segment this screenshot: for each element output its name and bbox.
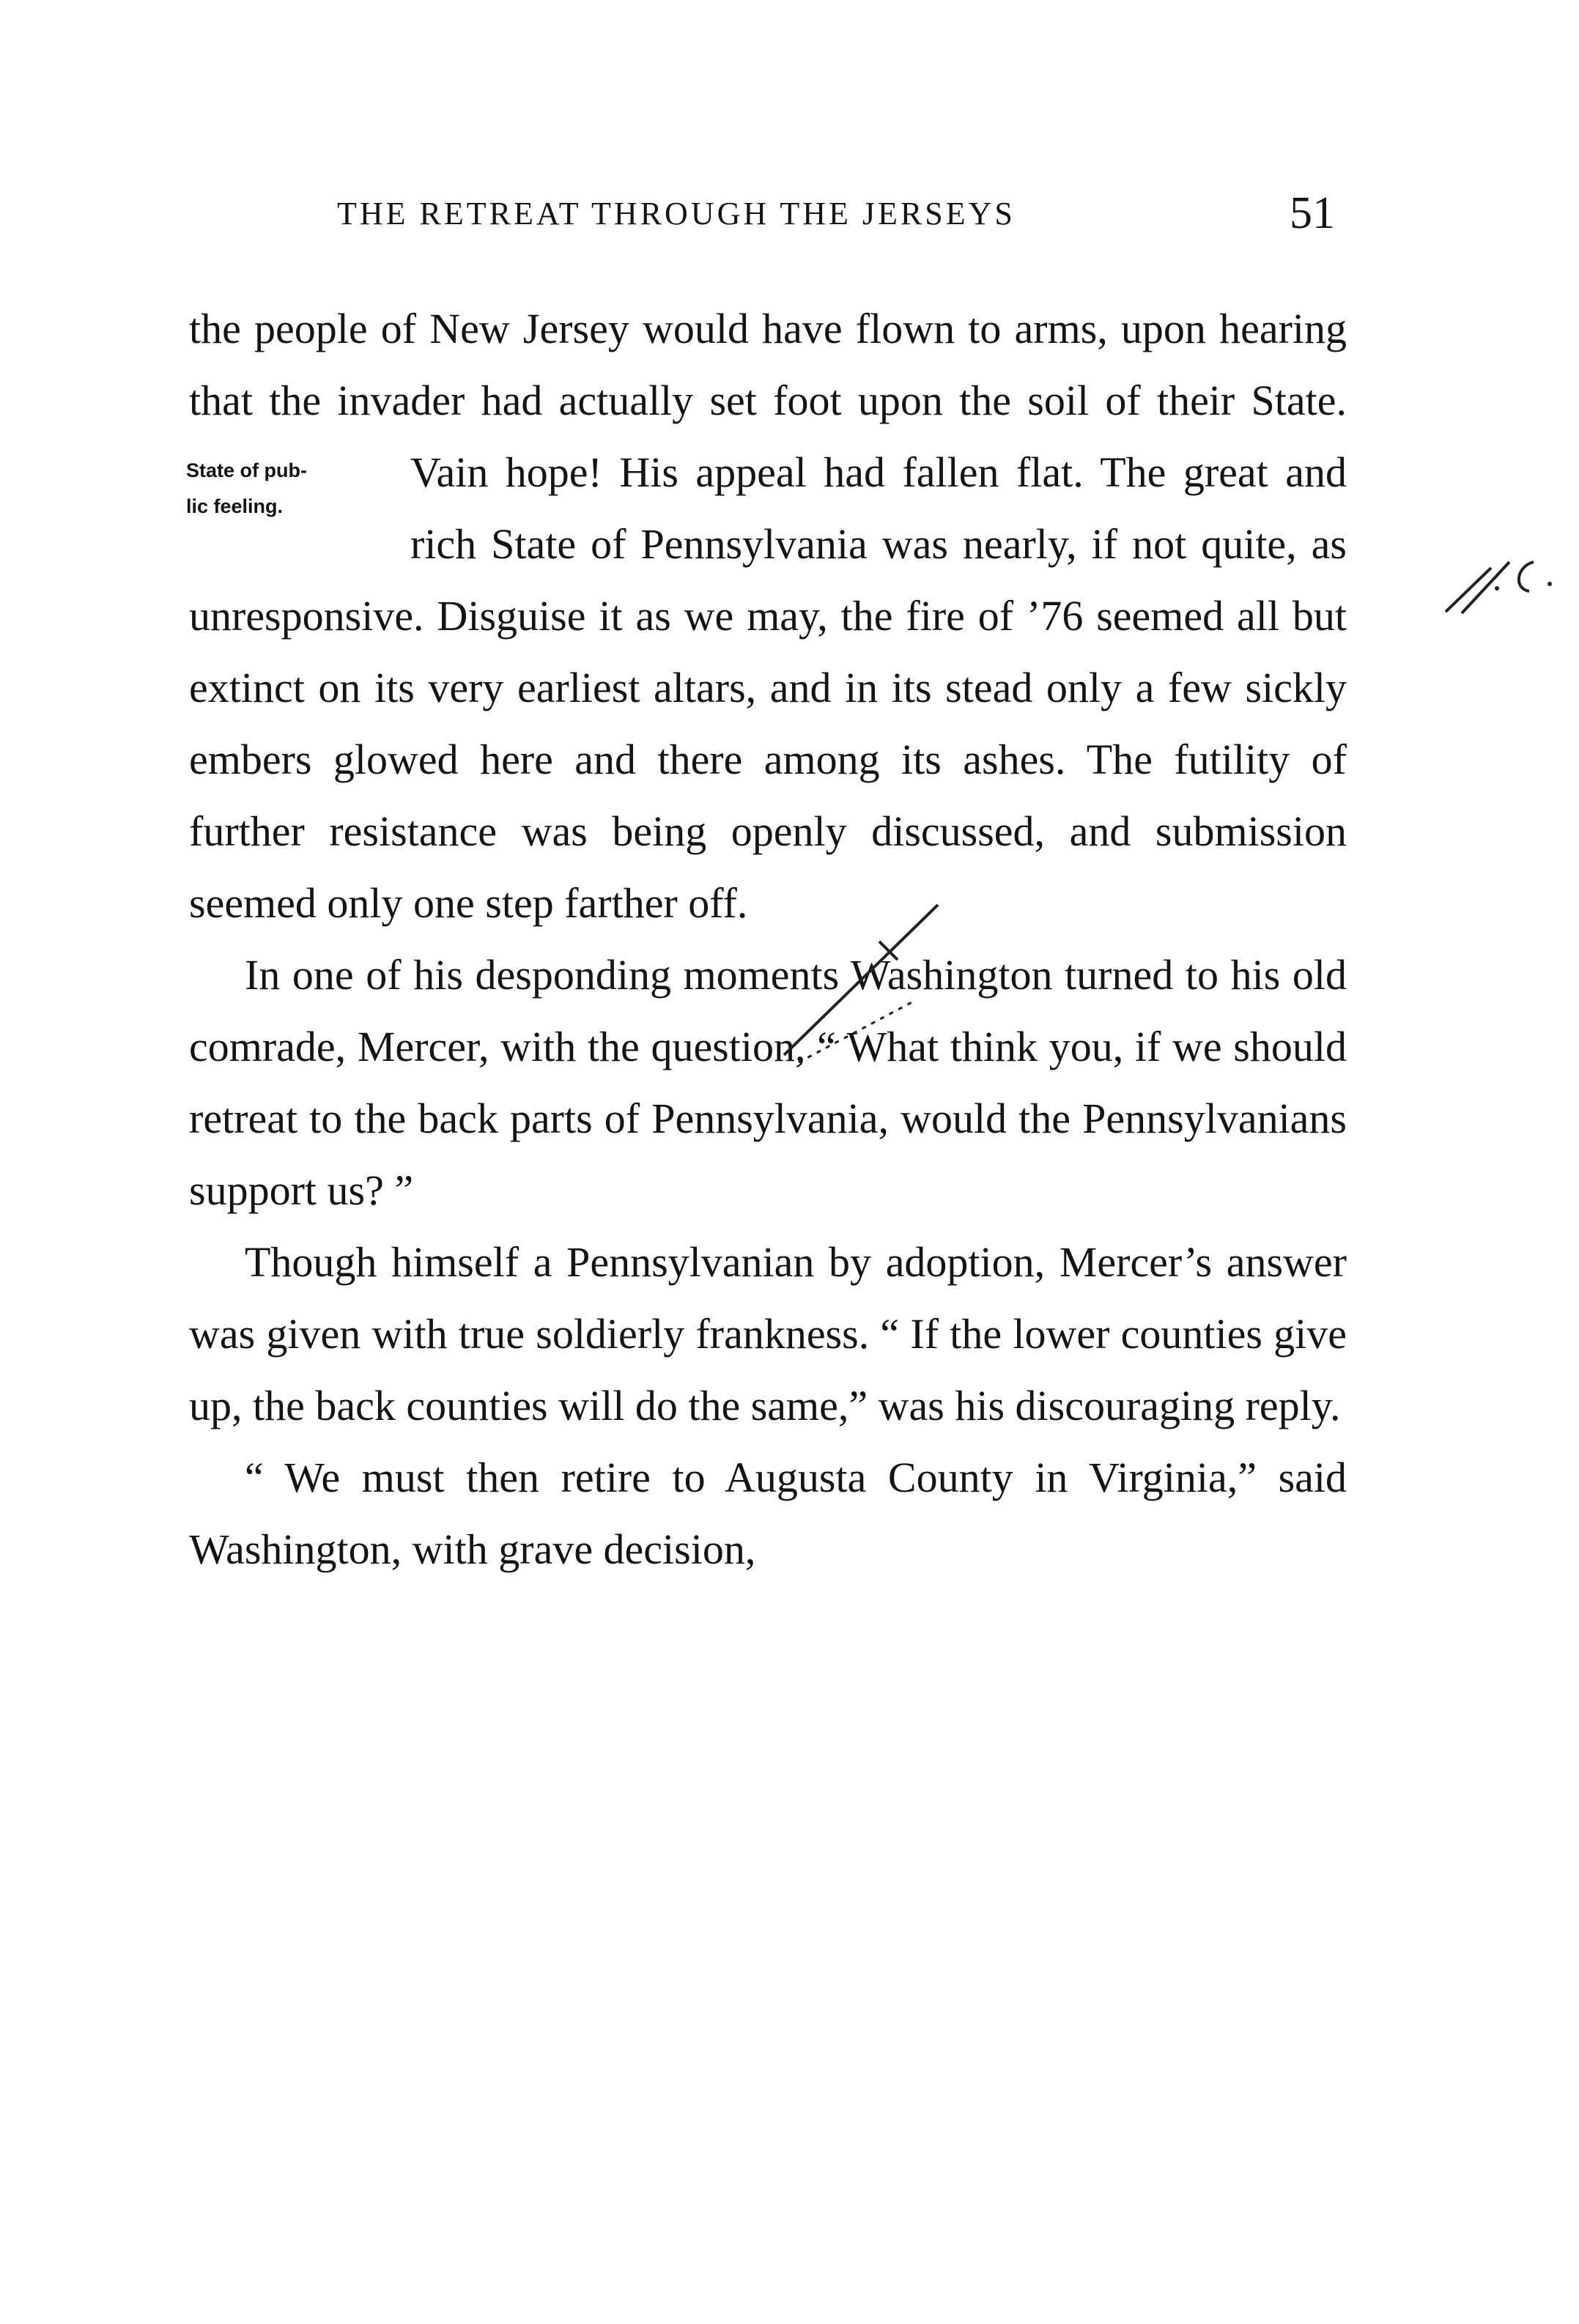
margin-note: [186, 453, 406, 563]
margin-note-line-2: lic feeling.: [186, 495, 284, 517]
paragraph-3: Though himself a Pennsylvanian by adoption, Mercer’s answer was given with true soldierly frankness. “ If the lower counties give up, the back counties will do the same,” was his discouraging reply.: [189, 1238, 1347, 1429]
paragraph-1-opening: the people of New Jersey would have flown to arms, upon hearing that the invader had actually set foot upon the soil of their State. Vain hope!: [189, 305, 1347, 496]
paragraph-2: In one of his desponding moments Washington turned to his old comrade, Mercer, with the question, “ What think you, if we should retreat to the back parts of Pennsylvania, would the Pennsylvanians support us? ”: [189, 951, 1347, 1214]
margin-note-line-1: State of pub-: [186, 459, 307, 481]
handwritten-margin-mark: [1440, 546, 1557, 619]
paragraph-1-continuation: His appeal had fallen flat. The great and rich State of Pennsylvania was nearly, if not quite, as unresponsive. Disguise it as we may, the fire of ’76 seemed all but extinct on its very earliest altars, and in its stead only a few sickly embers glowed here and there among its ashes. The futility of further resistance was being openly discussed, and submission seemed only one step farther off.: [189, 448, 1347, 927]
pen-stroke-mark: [769, 890, 960, 1070]
paragraph-4: “ We must then retire to Augusta County in Virginia,” said Washington, with grave decision,: [189, 1454, 1347, 1573]
page-number: 51: [1290, 188, 1335, 238]
paragraph-1: [186, 293, 1347, 939]
running-head: THE RETREAT THROUGH THE JERSEYS: [337, 196, 1016, 232]
body-text: [186, 293, 1347, 1585]
